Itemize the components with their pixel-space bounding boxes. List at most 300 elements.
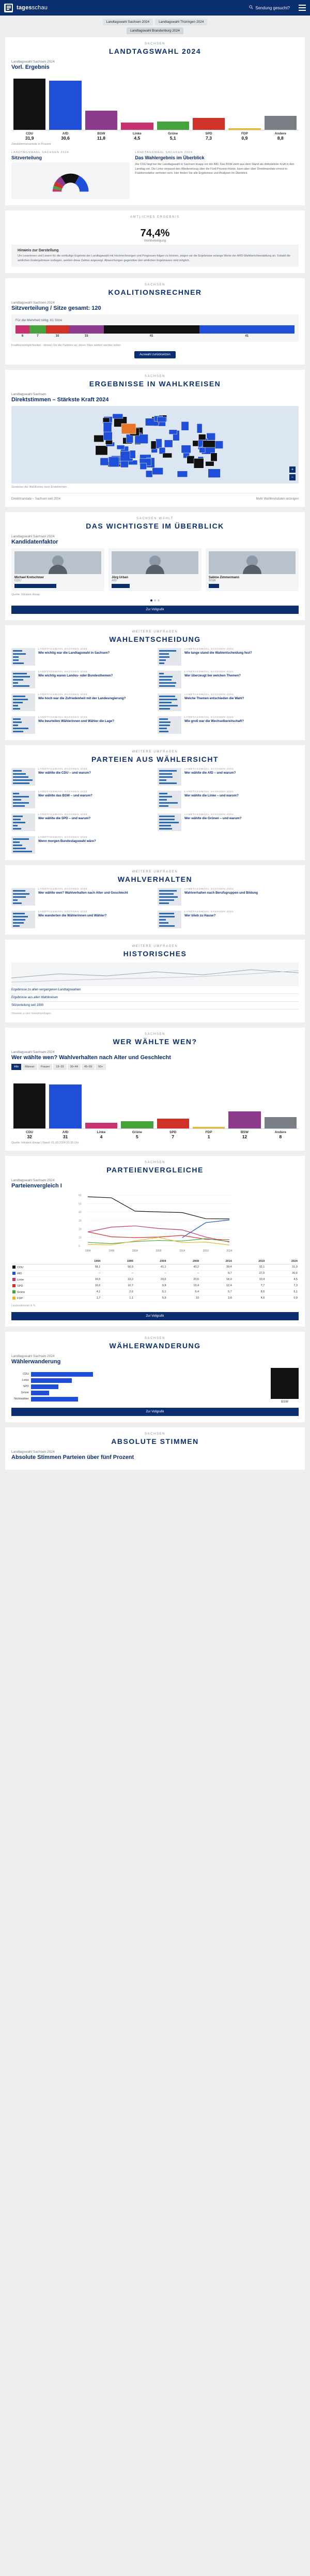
bar-label-value: 31,9 — [25, 135, 34, 141]
teaser-kicker: LANDTAGSWAHL SACHSEN 2024 — [184, 694, 234, 697]
coalition-seat-numbers — [16, 335, 295, 338]
teaser-headline: Wer wählte die Linke – und warum? — [184, 794, 239, 798]
bar-label-group — [265, 132, 297, 141]
bar-label-group — [193, 1131, 225, 1139]
seat-teaser-title: Sitzverteilung — [11, 155, 42, 160]
table-cell: 3,8 — [200, 1295, 233, 1301]
migration-row — [11, 1391, 267, 1395]
table-cell: 22,2 — [101, 1276, 134, 1283]
map-district[interactable] — [156, 439, 162, 449]
seat-count-linke: 6 — [21, 335, 24, 338]
table-header-year: 2024 — [266, 1259, 299, 1264]
teaser-kicker: LANDTAGSWAHL SACHSEN 2024 — [184, 911, 234, 914]
candidate-bar — [112, 584, 130, 588]
table-cell: 41,1 — [134, 1264, 167, 1270]
seat-segment-linke[interactable] — [16, 325, 29, 334]
article-teaser-body: Die CDU liegt bei der Landtagswahl in Sachsen knapp vor der AfD. Das BSW zieht aus dem Stand als drittstärkste Kraft in den Landtag ein. Die Linke verpasst den Wiedereinzug über die Fünf-Prozent-Hürde, kann aber über Direktmandate erneut in Fraktionsstärke vertreten sein. Hier finden Sie alle Ergebnisse und Analysen im Überblick. — [135, 163, 295, 175]
map-district[interactable] — [181, 421, 189, 430]
tagesschau-logo-icon[interactable] — [4, 4, 13, 12]
bar-label-party: Linke — [132, 132, 142, 135]
bar-label-group — [13, 132, 45, 141]
teaser-thumbnail — [158, 768, 181, 786]
map-district[interactable] — [151, 441, 156, 449]
bar-label-value: 30,6 — [61, 135, 70, 141]
table-cell: 5,1 — [266, 1289, 299, 1295]
who-tab-60-[interactable]: 60+ — [96, 1064, 105, 1070]
decision-title: WAHLENTSCHEIDUNG — [109, 635, 201, 644]
decision-teaser-grid — [11, 648, 299, 734]
map-district[interactable] — [197, 424, 202, 433]
map-district[interactable] — [164, 440, 173, 447]
table-row: Grüne 4,1 2,6 5,1 6,4 5,7 8,6 5,1 — [11, 1289, 299, 1295]
map-district[interactable] — [96, 446, 107, 455]
line-series-fdp — [88, 1237, 229, 1245]
table-header-year: 2019 — [233, 1259, 266, 1264]
teaser-item[interactable] — [11, 768, 152, 786]
bar-label-party: FDP — [241, 132, 248, 135]
historical-links — [11, 986, 299, 1010]
map-district[interactable] — [203, 441, 215, 447]
bar-label-value: 12 — [242, 1134, 247, 1139]
map-district[interactable] — [157, 417, 166, 422]
map-district[interactable] — [146, 471, 152, 477]
map-zoom-out-button[interactable]: − — [289, 474, 296, 480]
table-cell: 23,6 — [134, 1276, 167, 1283]
migration-row — [11, 1384, 267, 1389]
bar-label-party: Grüne — [132, 1130, 142, 1134]
bar-label-group — [265, 1131, 297, 1139]
who-tab-frauen[interactable]: Frauen — [38, 1064, 52, 1070]
turnout-note-body: Um Leserinnen und Lesern für die vorläufige Ergebnis der Landtagswahl mit Hochrechnungen und Prognosen folgen zu können, zeigen wir die Ergebnisse solange Werte der ARD-Wahlberichterstattung an. Sobald die amtlichen Endergebnisse vorliegen, werden diese Zahlen angezeigt. Abweichungen gegenüber den amtlichen Ergebnissen sind möglich. — [18, 254, 291, 262]
migration-row-label: Grüne — [21, 1391, 29, 1395]
seat-teaser-kicker: LANDTAGSWAHL SACHSEN 2024 — [11, 151, 69, 154]
bar-label-party: AfD — [62, 1130, 69, 1134]
overview-card — [5, 512, 305, 620]
table-cell: 56,9 — [101, 1264, 134, 1270]
teaser-item[interactable] — [158, 768, 299, 786]
seat-distribution-teaser[interactable] — [11, 151, 130, 199]
bar-label-group — [228, 132, 260, 141]
candidate-card[interactable] — [109, 548, 202, 591]
bar-label-value: 11,8 — [97, 135, 105, 141]
candidate-card[interactable] — [11, 548, 104, 591]
teaser-kicker: LANDTAGSWAHL SACHSEN 2024 — [38, 791, 88, 794]
teaser-headline: Wie wichtig waren Landes- oder Bundesthemen? — [38, 674, 113, 678]
teaser-thumbnail — [11, 648, 35, 666]
bar-label-party: FDP — [205, 1130, 212, 1134]
bar-column — [157, 73, 189, 130]
who-tab-m-nner[interactable]: Männer — [22, 1064, 37, 1070]
map-zoom-in-button[interactable]: + — [289, 466, 296, 473]
teaser-thumbnail — [158, 648, 181, 666]
legend-swatch — [12, 1266, 16, 1269]
teaser-item[interactable] — [11, 716, 152, 734]
map-district[interactable] — [194, 459, 204, 469]
table-cell: 20,6 — [167, 1276, 200, 1283]
turnout-label: Wahlbeteiligung — [144, 239, 166, 243]
overview-kicker: SACHSEN WÄHLT — [136, 517, 174, 521]
party-comparison-card — [5, 1156, 305, 1327]
table-header-party — [11, 1259, 69, 1264]
parties-view-card — [5, 745, 305, 860]
svg-text:50: 50 — [79, 1202, 82, 1206]
who-headline: Wer wählte wen? Wahlverhalten nach Alter und Geschlecht — [11, 1054, 171, 1061]
table-cell: 10,7 — [101, 1283, 134, 1289]
map-zoom-controls[interactable] — [289, 466, 296, 480]
svg-text:10: 10 — [79, 1236, 82, 1240]
teaser-item[interactable] — [11, 671, 152, 688]
migration-row — [11, 1378, 267, 1383]
teaser-kicker: LANDTAGSWAHL SACHSEN 2024 — [38, 671, 88, 674]
seat-segment-grüne[interactable] — [29, 325, 46, 334]
migration-row-label: Nichtwähler — [14, 1397, 29, 1401]
migration-target-label: BSW — [281, 1400, 288, 1404]
district-map[interactable] — [11, 406, 299, 484]
compare-line-chart — [11, 1192, 299, 1253]
chip-landtagswahl-thueringen[interactable]: Landtagswahl Thüringen 2024 — [155, 19, 207, 25]
svg-text:1999: 1999 — [109, 1249, 115, 1253]
who-tab-30-44[interactable]: 30–44 — [68, 1064, 81, 1070]
historical-link[interactable]: Sitzverteilung seit 1990 — [11, 1002, 299, 1010]
hamburger-icon[interactable] — [299, 5, 306, 11]
map-district[interactable] — [152, 468, 163, 475]
map-district[interactable] — [113, 414, 123, 418]
chip-landtagswahl-sachsen[interactable]: Landtagswahl Sachsen 2024 — [103, 19, 153, 25]
table-cell: 5,7 — [200, 1289, 233, 1295]
bar-label-party: SPD — [169, 1130, 177, 1134]
bar-label-party: Grüne — [168, 132, 178, 135]
teaser-item[interactable] — [11, 836, 152, 854]
teaser-item[interactable] — [11, 814, 152, 831]
historical-link[interactable]: Ergebnisse aus allen Wahlkreisen — [11, 994, 299, 1002]
svg-text:1994: 1994 — [85, 1249, 91, 1253]
bar-label-value: 5 — [135, 1134, 138, 1139]
candidate-card[interactable] — [206, 548, 299, 591]
historical-link[interactable]: Ergebnisse zu allen vergangenen Landtagswahlen — [11, 986, 299, 994]
map-district[interactable] — [181, 445, 191, 453]
bar-label-value: 8,8 — [277, 135, 284, 141]
migration-row-label: SPD — [23, 1385, 29, 1389]
bar-label-group — [193, 132, 225, 141]
seat-count-afd: 41 — [245, 335, 249, 338]
table-cell: 4,1 — [69, 1289, 102, 1295]
map-legend: Gewinner der Wahlkreise nach Erststimmen — [11, 486, 67, 489]
who-tab-18-29[interactable]: 18–29 — [53, 1064, 66, 1070]
map-district-highlight[interactable] — [121, 424, 136, 434]
coalition-majority-note: Für die Mehrheit nötig: 61 Sitze — [16, 319, 63, 323]
seat-segment-spd[interactable] — [46, 325, 69, 334]
districts-card — [5, 370, 305, 507]
coalition-reset-button[interactable]: Auswahl zurücksetzen — [134, 351, 176, 358]
historical-sparkline — [11, 962, 299, 986]
seat-segment-afd[interactable] — [199, 325, 295, 334]
search-label: Sendung gesucht? — [255, 5, 290, 10]
table-cell: 40,2 — [167, 1264, 200, 1270]
bar-label-group — [121, 132, 153, 141]
table-cell: 27,5 — [233, 1270, 266, 1276]
bar-label-party: CDU — [26, 132, 34, 135]
table-row: CDU 58,1 56,9 41,1 40,2 39,4 32,1 31,9 — [11, 1264, 299, 1270]
who-bar-chart — [11, 1072, 299, 1129]
teaser-item[interactable] — [158, 791, 299, 808]
bar-label-value: 7 — [172, 1134, 175, 1139]
bar-label-value: 32 — [27, 1134, 32, 1139]
overview-title: DAS WICHTIGSTE IM ÜBERBLICK — [86, 522, 224, 531]
teaser-kicker: LANDTAGSWAHL SACHSEN 2024 — [184, 671, 234, 674]
migration-row-bar — [31, 1384, 58, 1389]
compare-fullgraphic-button[interactable]: Zur Vollgrafik — [11, 1312, 299, 1320]
bar-label-group — [157, 1131, 189, 1139]
coalition-seat-box[interactable] — [11, 314, 299, 342]
bar-bsw — [228, 1111, 260, 1128]
bar-column — [157, 1072, 189, 1128]
candidate-photo — [209, 551, 296, 574]
candidate-name: Michael Kretschmer — [14, 576, 44, 580]
map-district[interactable] — [100, 458, 109, 466]
breadcrumb-second-row — [0, 27, 310, 37]
teaser-headline: Wer blieb zu Hause? — [184, 914, 216, 918]
map-district[interactable] — [177, 471, 188, 477]
teaser-thumbnail — [158, 791, 181, 808]
who-kicker: SACHSEN — [144, 1032, 166, 1036]
migration-kicker: SACHSEN — [144, 1337, 166, 1340]
teaser-item[interactable] — [11, 648, 152, 666]
search-icon — [249, 5, 253, 10]
teaser-thumbnail — [11, 814, 35, 831]
svg-text:2024: 2024 — [226, 1249, 233, 1253]
turnout-note — [11, 245, 299, 267]
line-series-cdu — [88, 1197, 229, 1219]
bar-column — [13, 1072, 45, 1128]
legend-swatch — [12, 1290, 16, 1293]
teaser-item[interactable] — [11, 888, 152, 906]
districts-footer-right[interactable]: Mehr Wahlkreisdaten anzeigen — [256, 498, 299, 501]
seat-segment-bsw[interactable] — [69, 325, 104, 334]
table-cell: 5,1 — [134, 1289, 167, 1295]
table-cell: 8,6 — [233, 1289, 266, 1295]
table-cell: 7,7 — [233, 1283, 266, 1289]
coalition-seat-bar[interactable] — [16, 325, 295, 334]
table-cell: 16,5 — [69, 1276, 102, 1283]
carousel-dots[interactable] — [11, 599, 299, 601]
bar-label-value: 1 — [207, 1134, 210, 1139]
result-bar-chart — [11, 73, 299, 130]
turnout-value-block — [11, 220, 299, 245]
bar-grüne — [121, 1121, 153, 1128]
behaviour-title: WAHLVERHALTEN — [117, 875, 193, 884]
map-district[interactable] — [109, 457, 119, 468]
teaser-item[interactable] — [158, 648, 299, 666]
table-row: FDP 1,7 1,1 5,9 10 3,8 4,5 0,9 — [11, 1295, 299, 1301]
turnout-value: 74,4% — [140, 228, 170, 239]
bar-column — [121, 1072, 153, 1128]
candidate-party: AfD — [112, 579, 117, 583]
teaser-kicker: LANDTAGSWAHL SACHSEN 2024 — [184, 791, 234, 794]
teaser-item[interactable] — [11, 911, 152, 928]
teaser-headline: Wie beurteilen Wählerinnen und Wähler die Lage? — [38, 719, 115, 724]
migration-row-bar — [31, 1378, 72, 1383]
teaser-item[interactable] — [158, 694, 299, 711]
bar-label-group — [13, 1131, 45, 1139]
teaser-item[interactable] — [158, 888, 299, 906]
who-tab-45-59[interactable]: 45–59 — [82, 1064, 95, 1070]
table-cell: 30,6 — [266, 1270, 299, 1276]
svg-text:40: 40 — [79, 1211, 82, 1214]
compare-data-table — [11, 1259, 299, 1302]
teaser-headline: Wer wählte die SPD – und warum? — [38, 817, 91, 821]
bar-label-value: 8 — [279, 1134, 282, 1139]
table-header-year: 2004 — [134, 1259, 167, 1264]
map-district[interactable] — [130, 450, 135, 459]
bar-cdu — [13, 1083, 45, 1128]
districts-title: ERGEBNISSE IN WAHLKREISEN — [89, 380, 221, 388]
teaser-item[interactable] — [158, 814, 299, 831]
table-cell: 1,1 — [101, 1295, 134, 1301]
map-district[interactable] — [117, 445, 125, 449]
bar-column — [228, 1072, 260, 1128]
top-navigation-bar — [0, 0, 310, 16]
table-cell: 39,4 — [200, 1264, 233, 1270]
map-district[interactable] — [140, 463, 147, 470]
map-district[interactable] — [103, 432, 112, 440]
svg-text:60: 60 — [79, 1194, 82, 1197]
teaser-headline: Wenn morgen Bundestagswahl wäre? — [38, 839, 96, 843]
teaser-kicker: LANDTAGSWAHL SACHSEN 2024 — [38, 716, 88, 719]
map-district[interactable] — [211, 453, 217, 461]
bar-column — [228, 73, 260, 130]
bar-grüne — [157, 122, 189, 130]
bar-spd — [157, 1119, 189, 1128]
teaser-kicker: LANDTAGSWAHL SACHSEN 2024 — [38, 888, 88, 891]
parties-view-title: PARTEIEN AUS WÄHLERSICHT — [91, 755, 219, 764]
map-district[interactable] — [208, 469, 221, 478]
bar-label-value: 4,5 — [134, 135, 141, 141]
table-row: Linke 16,5 22,2 23,6 20,6 18,9 10,4 4,5 — [11, 1276, 299, 1283]
map-district[interactable] — [169, 430, 177, 434]
who-tab-alle[interactable]: Alle — [11, 1064, 21, 1070]
bar-bsw — [85, 111, 117, 130]
teaser-thumbnail — [11, 671, 35, 688]
candidate-bar — [14, 584, 56, 588]
teaser-thumbnail — [11, 791, 35, 808]
search-button[interactable] — [249, 5, 290, 10]
teaser-item[interactable] — [158, 671, 299, 688]
map-district[interactable] — [198, 434, 206, 440]
who-title: WER WÄHLTE WEN? — [113, 1037, 197, 1046]
seat-segment-cdu[interactable] — [104, 325, 199, 334]
table-cell: 2,6 — [101, 1289, 134, 1295]
bar-column — [49, 1072, 81, 1128]
map-district[interactable] — [94, 435, 104, 442]
teaser-item[interactable] — [158, 716, 299, 734]
bar-column — [265, 1072, 297, 1128]
overview-article-teaser[interactable] — [135, 151, 299, 199]
candidate-photo — [112, 551, 198, 574]
map-district[interactable] — [207, 433, 215, 441]
migration-row — [11, 1397, 267, 1402]
legend-swatch — [12, 1284, 16, 1287]
svg-text:30: 30 — [79, 1219, 82, 1223]
teaser-thumbnail — [158, 888, 181, 906]
teaser-kicker: LANDTAGSWAHL SACHSEN 2024 — [38, 694, 88, 697]
table-cell: 7,3 — [266, 1283, 299, 1289]
map-district[interactable] — [199, 448, 205, 453]
coalition-hint: Koalitionsmöglichkeiten - klicken Sie die Parteien an, deren Sitze addiert werden sollen — [11, 344, 121, 348]
overview-sub-kicker: Landtagswahl Sachsen 2024 — [11, 535, 55, 539]
migration-row-bar — [31, 1391, 49, 1395]
chip-landtagswahl-brandenburg[interactable]: Landtagswahl Brandenburg 2024 — [127, 27, 183, 34]
teaser-kicker: LANDTAGSWAHL SACHSEN 2024 — [38, 648, 88, 651]
bar-column — [13, 73, 45, 130]
candidate-row — [11, 548, 299, 591]
migration-row-bar — [31, 1397, 78, 1402]
map-district[interactable] — [206, 462, 214, 466]
districts-footer-left[interactable]: Direktmandate – Sachsen seit 2004 — [11, 498, 61, 501]
svg-text:2019: 2019 — [203, 1249, 209, 1253]
bar-column — [85, 1072, 117, 1128]
migration-fullgraphic-button[interactable]: Zur Vollgrafik — [11, 1408, 299, 1416]
map-district[interactable] — [103, 423, 112, 432]
teaser-item[interactable] — [11, 694, 152, 711]
bar-linke — [121, 123, 153, 130]
bar-label-party: Linke — [97, 1130, 106, 1134]
table-cell: 1,7 — [69, 1295, 102, 1301]
overview-source: Quelle: Infratest dimap — [11, 593, 40, 597]
table-header-year: 2014 — [200, 1259, 233, 1264]
bar-afd — [49, 81, 81, 130]
turnout-kicker: AMTLICHES ERGEBNIS — [130, 216, 180, 219]
who-tab-bar[interactable] — [11, 1064, 299, 1070]
table-cell: 16,6 — [69, 1283, 102, 1289]
teaser-item[interactable] — [11, 791, 152, 808]
teaser-headline: Wie wanderten die Wählerinnen und Wähler? — [38, 914, 107, 918]
bar-label-group — [228, 1131, 260, 1139]
seat-count-cdu: 41 — [149, 335, 153, 338]
bar-label-party: CDU — [26, 1130, 34, 1134]
who-source: Quelle: Infratest dimap | Stand: 01.09.2024 20:30 Uhr — [11, 1141, 79, 1144]
brand-wordmark[interactable]: tagesschau — [17, 5, 48, 11]
migration-row — [11, 1372, 267, 1377]
bar-fdp — [193, 1127, 225, 1128]
teaser-thumbnail — [11, 836, 35, 854]
coalition-title: KOALITIONSRECHNER — [108, 288, 202, 297]
turnout-card — [5, 210, 305, 273]
seat-donut-chart — [11, 162, 130, 199]
compare-headline: Parteienvergleich I — [11, 1182, 62, 1189]
teaser-headline: Wer wählte die Grünen – und warum? — [184, 817, 242, 821]
teaser-thumbnail — [11, 694, 35, 711]
table-cell: 18,9 — [200, 1276, 233, 1283]
table-cell: – — [167, 1270, 200, 1276]
who-bar-labels — [11, 1129, 299, 1139]
map-district[interactable] — [187, 456, 194, 464]
bar-column — [193, 73, 225, 130]
migration-rows — [11, 1370, 267, 1402]
teaser-item[interactable] — [158, 911, 299, 928]
overview-fullgraphic-button[interactable]: Zur Vollgrafik — [11, 606, 299, 614]
migration-row-label: CDU — [23, 1373, 29, 1376]
decision-kicker: WEITERE UMFRAGEN — [132, 630, 178, 634]
parties-view-kicker: WEITERE UMFRAGEN — [132, 750, 178, 754]
seat-count-bsw: 15 — [84, 335, 88, 338]
compare-sub-kicker: Landtagswahl Sachsen 2024 — [11, 1178, 55, 1182]
map-district[interactable] — [163, 453, 172, 458]
districts-sub-kicker: Landtagswahl Sachsen — [11, 393, 47, 397]
compare-legend-note: Landesstimmen in % — [11, 1304, 36, 1307]
historical-note[interactable]: Hinweise zu den Vorwahlumfragen — [11, 1012, 51, 1016]
seat-count-grüne: 7 — [37, 335, 39, 338]
teaser-headline: Wie groß war die Wechselbereitschaft? — [184, 719, 244, 724]
